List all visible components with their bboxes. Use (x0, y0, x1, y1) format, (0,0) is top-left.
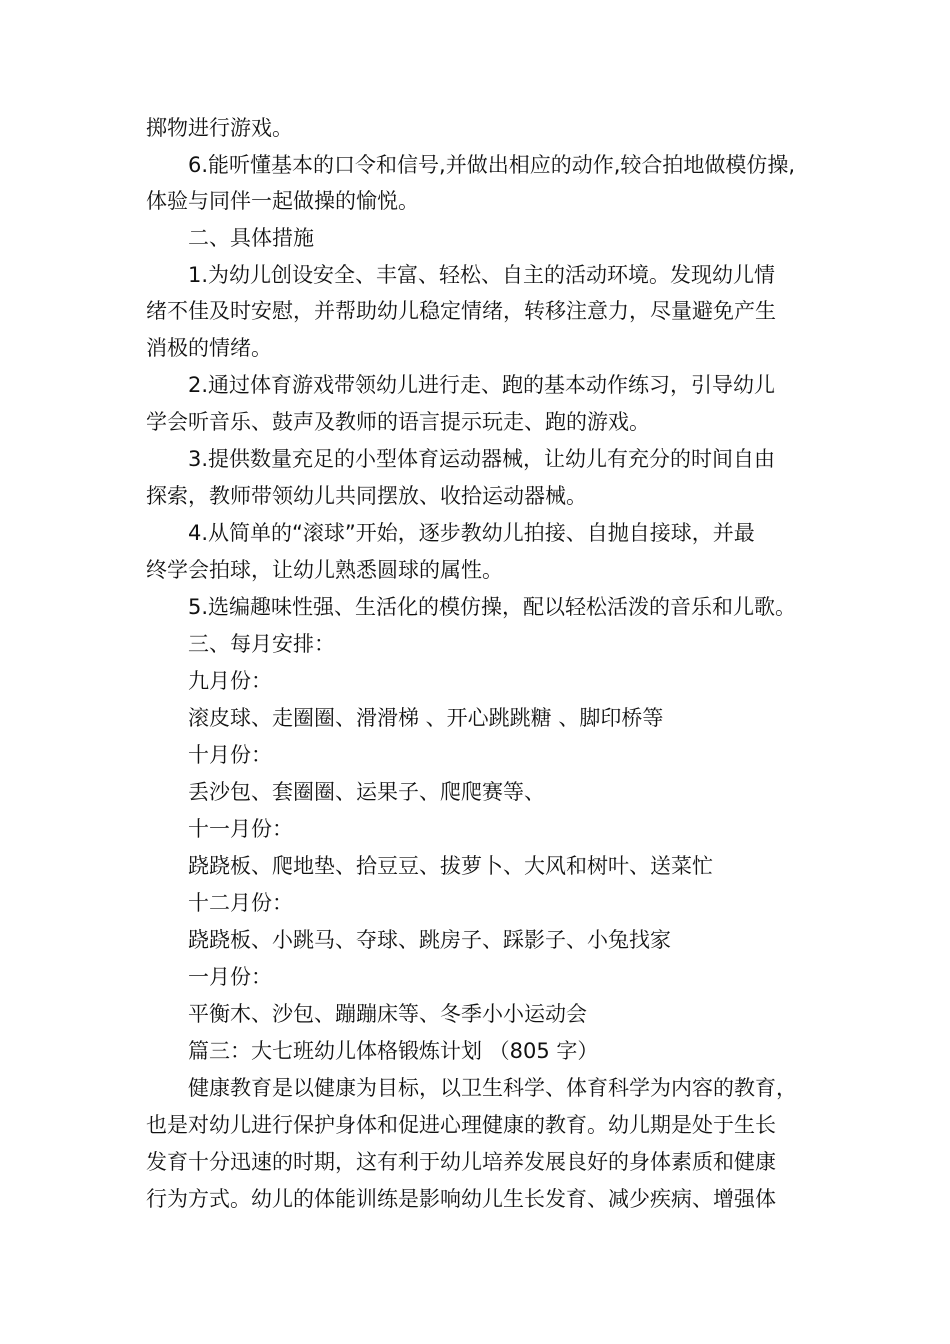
activity-list: 丢沙包、套圈圈、运果子、爬爬赛等、 (188, 780, 545, 804)
text-line: 也是对幼儿进行保护身体和促进心理健康的教育。幼儿期是处于生长 (146, 1113, 776, 1137)
activity-list: 滚皮球、走圈圈、滑滑梯 、开心跳跳糖 、脚印桥等 (188, 706, 664, 730)
text-line: 学会听音乐、鼓声及教师的语言提示玩走、跑的游戏。 (146, 410, 650, 434)
month-label: 十一月份： (188, 817, 293, 841)
text-line: 体验与同伴一起做操的愉悦。 (146, 189, 419, 213)
text-line: 绪不佳及时安慰，并帮助幼儿稳定情绪，转移注意力，尽量避免产生 (146, 299, 776, 323)
text-line: 2.通过体育游戏带领幼儿进行走、跑的基本动作练习，引导幼儿 (188, 373, 776, 397)
text-line: 终学会拍球，让幼儿熟悉圆球的属性。 (146, 558, 503, 582)
month-label: 一月份： (188, 965, 272, 989)
activity-list: 平衡木、沙包、蹦蹦床等、冬季小小运动会 (188, 1002, 587, 1026)
activity-list: 跷跷板、爬地垫、拾豆豆、拔萝卜、大风和树叶、送菜忙 (188, 854, 713, 878)
text-line: 消极的情绪。 (146, 336, 272, 360)
text-line: 5.选编趣味性强、生活化的模仿操，配以轻松活泼的音乐和儿歌。 (188, 595, 797, 619)
text-line: 掷物进行游戏。 (146, 116, 293, 140)
text-line: 健康教育是以健康为目标，以卫生科学、体育科学为内容的教育， (188, 1076, 797, 1100)
activity-list: 跷跷板、小跳马、夺球、跳房子、踩影子、小兔找家 (188, 928, 671, 952)
text-line: 3.提供数量充足的小型体育运动器械，让幼儿有充分的时间自由 (188, 447, 776, 471)
chapter-title: 篇三：大七班幼儿体格锻炼计划 （805 字） (188, 1039, 599, 1063)
month-label: 十月份： (188, 743, 272, 767)
section-heading: 二、具体措施 (188, 226, 314, 250)
text-line: 发育十分迅速的时期，这有利于幼儿培养发展良好的身体素质和健康 (146, 1150, 776, 1174)
text-line: 行为方式。幼儿的体能训练是影响幼儿生长发育、减少疾病、增强体 (146, 1187, 776, 1211)
text-line: 4.从简单的“滚球”开始，逐步教幼儿拍接、自抛自接球，并最 (188, 521, 755, 545)
month-label: 九月份： (188, 669, 272, 693)
text-line: 1.为幼儿创设安全、丰富、轻松、自主的活动环境。发现幼儿情 (188, 263, 776, 287)
section-heading: 三、每月安排： (188, 632, 335, 656)
text-line: 6.能听懂基本的口令和信号,并做出相应的动作,较合拍地做模仿操, (188, 153, 796, 177)
text-line: 探索，教师带领幼儿共同摆放、收拾运动器械。 (146, 484, 587, 508)
month-label: 十二月份： (188, 891, 293, 915)
